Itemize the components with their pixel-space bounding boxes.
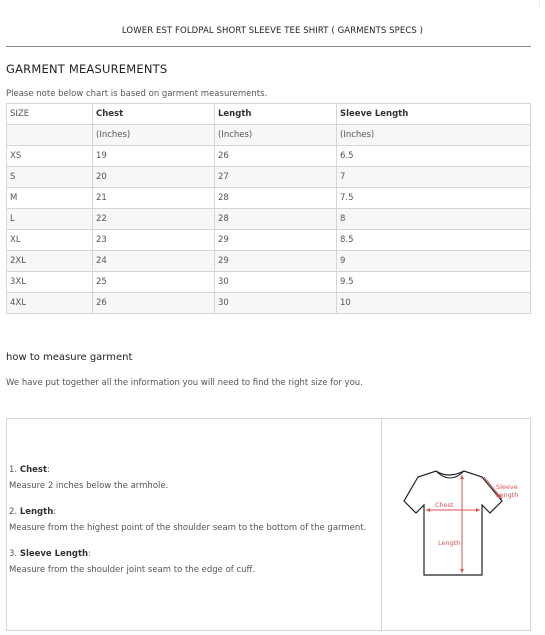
colon: : [47, 465, 50, 475]
cell-length: 29 [215, 230, 337, 251]
chart-note: Please note below chart is based on garment measurements. [6, 89, 268, 99]
cell-size: 4XL [7, 293, 93, 314]
units-sleeve-length: (Inches) [337, 125, 531, 146]
table-row [7, 230, 531, 251]
cell-size: 3XL [7, 272, 93, 293]
cell-sleeve-length: 9.5 [337, 272, 531, 293]
sleeve-label-line1: Sleeve [496, 483, 518, 491]
header-size: SIZE [7, 104, 93, 125]
units-chest: (Inches) [93, 125, 215, 146]
tshirt-outline [404, 471, 502, 575]
instruction-number: 3. [9, 549, 18, 559]
cell-size: XS [7, 146, 93, 167]
instruction-chest-title [9, 465, 50, 475]
header-chest: Chest [93, 104, 215, 125]
instruction-length-title [9, 507, 56, 517]
cell-size: S [7, 167, 93, 188]
table-units-row [7, 125, 531, 146]
cell-length: 27 [215, 167, 337, 188]
length-label: Length [438, 539, 461, 547]
cell-chest: 22 [93, 209, 215, 230]
table-row [7, 146, 531, 167]
table-row [7, 188, 531, 209]
cell-sleeve-length: 9 [337, 251, 531, 272]
instruction-number: 1. [9, 465, 18, 475]
cell-sleeve-length: 8 [337, 209, 531, 230]
table-header-row [7, 104, 531, 125]
instruction-sleeve-text: Measure from the shoulder joint seam to the edge of cuff. [9, 565, 256, 575]
instruction-chest-text: Measure 2 inches below the armhole. [9, 481, 169, 491]
cell-chest: 25 [93, 272, 215, 293]
how-to-measure-intro: We have put together all the information you will need to find the right size for you. [6, 378, 363, 388]
table-row [7, 251, 531, 272]
sleeve-label-line2: Length [496, 491, 519, 499]
chest-label: Chest [435, 501, 454, 509]
cell-length: 30 [215, 272, 337, 293]
title-divider [6, 46, 531, 47]
cell-sleeve-length: 10 [337, 293, 531, 314]
cell-length: 26 [215, 146, 337, 167]
cell-chest: 21 [93, 188, 215, 209]
tshirt-measurement-diagram [396, 463, 524, 583]
table-row [7, 209, 531, 230]
page-title: LOWER EST FOLDPAL SHORT SLEEVE TEE SHIRT ( GARMENTS SPECS ) [121, 26, 424, 36]
cell-sleeve-length: 7 [337, 167, 531, 188]
colon: : [53, 507, 57, 517]
instruction-title: Length [19, 507, 54, 517]
cell-sleeve-length: 7.5 [337, 188, 531, 209]
table-row [7, 272, 531, 293]
size-chart-table [6, 103, 531, 314]
measurement-box-divider [381, 418, 382, 631]
cell-size: XL [7, 230, 93, 251]
instruction-number: 2. [9, 507, 18, 517]
how-to-measure-heading: how to measure garment [6, 352, 133, 363]
cell-sleeve-length: 8.5 [337, 230, 531, 251]
cell-size: 2XL [7, 251, 93, 272]
scroll-indicator: ⋮ [536, 0, 543, 8]
table-row [7, 167, 531, 188]
cell-length: 30 [215, 293, 337, 314]
cell-chest: 19 [93, 146, 215, 167]
cell-chest: 23 [93, 230, 215, 251]
instruction-sleeve-title [9, 549, 91, 559]
cell-length: 29 [215, 251, 337, 272]
cell-length: 28 [215, 209, 337, 230]
cell-sleeve-length: 6.5 [337, 146, 531, 167]
instruction-title: Sleeve Length [19, 549, 89, 559]
header-length: Length [215, 104, 337, 125]
colon: : [88, 549, 91, 559]
cell-size: L [7, 209, 93, 230]
cell-chest: 26 [93, 293, 215, 314]
cell-size: M [7, 188, 93, 209]
cell-length: 28 [215, 188, 337, 209]
header-sleeve-length: Sleeve Length [337, 104, 531, 125]
cell-chest: 20 [93, 167, 215, 188]
instruction-title: Chest [19, 465, 48, 475]
units-length: (Inches) [215, 125, 337, 146]
units-size [7, 125, 93, 146]
section-heading: GARMENT MEASUREMENTS [6, 62, 168, 76]
table-row [7, 293, 531, 314]
instruction-length-text: Measure from the highest point of the shoulder seam to the bottom of the garment. [9, 523, 367, 533]
cell-chest: 24 [93, 251, 215, 272]
